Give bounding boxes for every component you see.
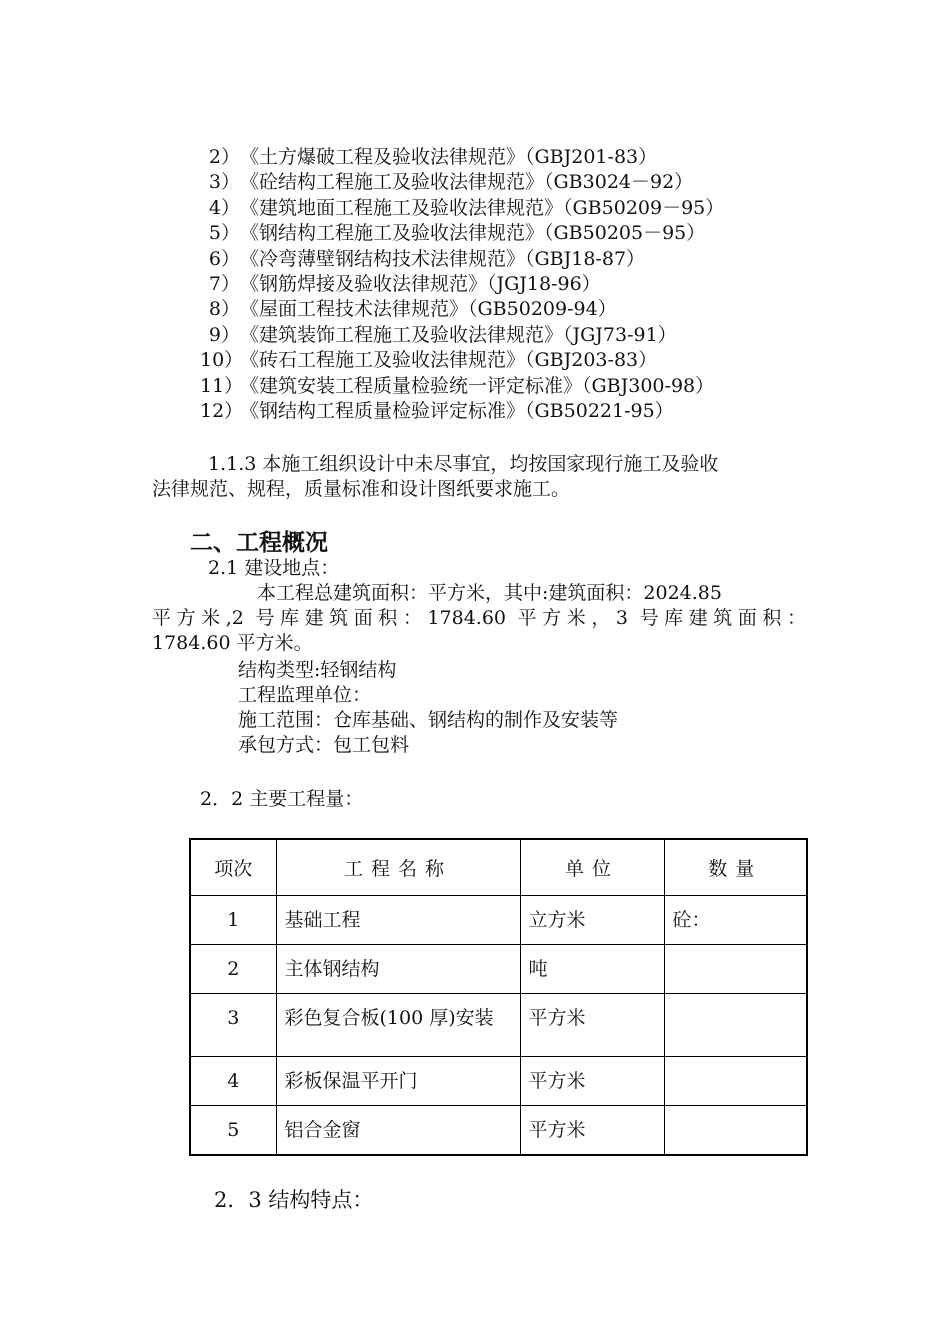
- list-item: [200, 297, 800, 322]
- subsection-title: 2.1 建设地点：: [208, 557, 340, 579]
- subsection-title: 2．3 结构特点：: [214, 1188, 374, 1212]
- cell-unit: 平方米: [520, 1106, 664, 1156]
- cell-name: 彩色复合板(100 厚)安装: [276, 994, 520, 1057]
- contract-method: 承包方式：包工包料: [238, 734, 410, 756]
- list-item-number: 4）: [208, 196, 240, 219]
- list-item-text: 《屋面工程技术法律规范》（GB50209-94）: [240, 298, 617, 321]
- clause-paragraph: [152, 452, 806, 502]
- list-item: [200, 196, 800, 221]
- cell-qty: [664, 1057, 807, 1106]
- cell-unit: 平方米: [520, 1057, 664, 1106]
- column-header: 数量: [664, 839, 807, 896]
- list-item-number: 12）: [200, 399, 244, 422]
- list-item-number: 3）: [208, 171, 240, 194]
- list-item-number: 9）: [208, 323, 240, 346]
- cell-unit: 立方米: [520, 896, 664, 945]
- cell-qty: [664, 945, 807, 994]
- column-header: 工程名称: [276, 839, 520, 896]
- area-line: 平方米,2 号库建筑面积：1784.60 平方米，3 号库建筑面积：: [152, 607, 806, 629]
- list-item-text: 《钢结构工程施工及验收法律规范》（GB50205－95）: [240, 222, 706, 245]
- list-item-number: 6）: [208, 247, 240, 270]
- quantity-table: [189, 838, 808, 1156]
- list-item-number: 2）: [208, 146, 240, 168]
- table-row: [190, 994, 807, 1057]
- cell-name: 彩板保温平开门: [276, 1057, 520, 1106]
- cell-name: 主体钢结构: [276, 945, 520, 994]
- list-item: [200, 374, 800, 399]
- table-row: [190, 1106, 807, 1156]
- list-item-text: 《钢筋焊接及验收法律规范》（JGJ18-96）: [240, 272, 601, 295]
- list-item-text: 《冷弯薄壁钢结构技术法律规范》（GBJ18-87）: [240, 247, 646, 270]
- cell-no: 5: [190, 1106, 276, 1156]
- structure-type: 结构类型:轻钢结构: [238, 659, 397, 681]
- standards-list: [200, 145, 800, 424]
- cell-qty: 砼：: [664, 896, 807, 945]
- list-item-number: 10）: [200, 349, 244, 372]
- list-item-text: 《砖石工程施工及验收法律规范》（GBJ203-83）: [240, 349, 658, 372]
- list-item-number: 8）: [208, 298, 240, 321]
- cell-no: 4: [190, 1057, 276, 1106]
- subsection-title: 2．2 主要工程量：: [200, 788, 364, 810]
- list-item-text: 《建筑地面工程施工及验收法律规范》（GB50209－95）: [240, 196, 725, 219]
- list-item: [200, 247, 800, 272]
- area-paragraph: [152, 581, 806, 656]
- table-row: [190, 945, 807, 994]
- list-item: [200, 145, 800, 170]
- list-item: [200, 323, 800, 348]
- list-item-text: 《建筑装饰工程施工及验收法律规范》（JGJ73-91）: [240, 323, 677, 346]
- list-item: [200, 348, 800, 373]
- list-item-text: 《钢结构工程质量检验评定标准》（GB50221-95）: [240, 399, 674, 422]
- supervisor-unit: 工程监理单位：: [238, 684, 372, 706]
- list-item: [200, 399, 800, 424]
- column-header: 单位: [520, 839, 664, 896]
- construction-scope: 施工范围：仓库基础、钢结构的制作及安装等: [238, 709, 619, 731]
- cell-no: 1: [190, 896, 276, 945]
- list-item-number: 7）: [208, 272, 240, 295]
- list-item-text: 《砼结构工程施工及验收法律规范》（GB3024－92）: [240, 171, 694, 194]
- cell-unit: 吨: [520, 945, 664, 994]
- table-header-row: [190, 839, 807, 896]
- list-item: [200, 272, 800, 297]
- cell-qty: [664, 1106, 807, 1156]
- table-row: [190, 896, 807, 945]
- cell-no: 2: [190, 945, 276, 994]
- clause-line: 1.1.3 本施工组织设计中未尽事宜，均按国家现行施工及验收: [208, 453, 719, 475]
- section-heading: 二、工程概况: [190, 530, 328, 556]
- list-item-number: 11）: [200, 374, 244, 397]
- clause-line: 法律规范、规程，质量标准和设计图纸要求施工。: [152, 478, 571, 500]
- table-row: [190, 1057, 807, 1106]
- cell-unit: 平方米: [520, 994, 664, 1057]
- cell-no: 3: [190, 994, 276, 1057]
- area-line: 1784.60 平方米。: [152, 632, 313, 654]
- list-item-text: 《土方爆破工程及验收法律规范》（GBJ201-83）: [240, 146, 658, 168]
- list-item: [200, 221, 800, 246]
- column-header: 项次: [190, 839, 276, 896]
- cell-name: 基础工程: [276, 896, 520, 945]
- cell-qty: [664, 994, 807, 1057]
- list-item: [200, 170, 800, 195]
- cell-name: 铝合金窗: [276, 1106, 520, 1156]
- list-item-text: 《建筑安装工程质量检验统一评定标准》（GBJ300-98）: [240, 374, 715, 397]
- area-line: 本工程总建筑面积：平方米，其中:建筑面积：2024.85: [257, 582, 722, 604]
- list-item-number: 5）: [208, 222, 240, 245]
